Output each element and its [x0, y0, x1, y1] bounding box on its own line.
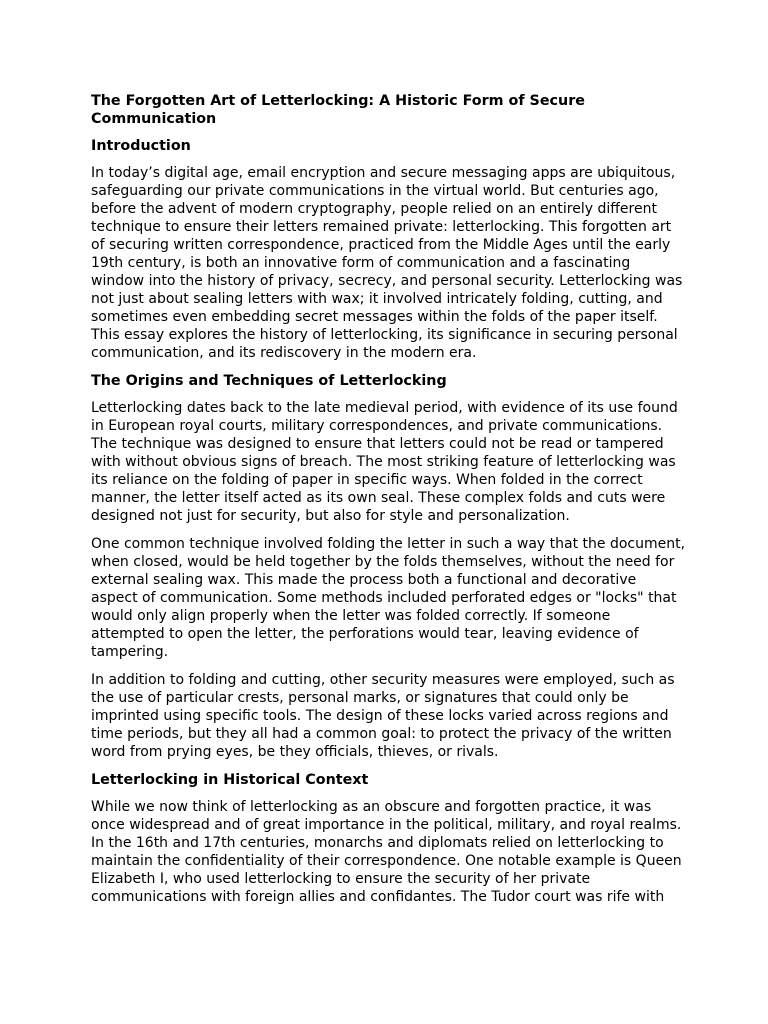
- paragraph: [91, 164, 691, 362]
- text-line: manner, the letter itself acted as its own seal. These complex folds and cuts were: [91, 490, 666, 506]
- section-heading-origins: The Origins and Techniques of Letterlocking: [91, 373, 447, 389]
- paragraph: [91, 798, 691, 906]
- text-line: when closed, would be held together by the folds themselves, without the need for: [91, 554, 675, 570]
- text-line: attempted to open the letter, the perforations would tear, leaving evidence of: [91, 626, 639, 642]
- text-line: technique to ensure their letters remained private: letterlocking. This forgotten art: [91, 219, 672, 235]
- text-line: with without obvious signs of breach. The most striking feature of letterlocking was: [91, 454, 676, 470]
- text-line: communications with foreign allies and confidantes. The Tudor court was rife with: [91, 889, 665, 905]
- text-line: This essay explores the history of letterlocking, its significance in securing personal: [91, 327, 678, 343]
- document-title: [91, 92, 691, 128]
- text-line: safeguarding our private communications in the virtual world. But centuries ago,: [91, 183, 659, 199]
- text-line: the use of particular crests, personal marks, or signatures that could only be: [91, 690, 629, 706]
- paragraph: [91, 535, 691, 661]
- title-line: Communication: [91, 111, 217, 127]
- text-line: designed not just for security, but also for style and personalization.: [91, 508, 570, 524]
- text-line: word from prying eyes, be they officials, thieves, or rivals.: [91, 744, 499, 760]
- title-line: The Forgotten Art of Letterlocking: A Historic Form of Secure: [91, 93, 585, 109]
- text-line: would only align properly when the letter was folded correctly. If someone: [91, 608, 611, 624]
- text-line: before the advent of modern cryptography, people relied on an entirely different: [91, 201, 657, 217]
- text-line: aspect of communication. Some methods included perforated edges or "locks" that: [91, 590, 677, 606]
- section-heading-introduction: Introduction: [91, 138, 191, 154]
- text-line: in European royal courts, military correspondences, and private communications.: [91, 418, 663, 434]
- text-line: once widespread and of great importance in the political, military, and royal realms.: [91, 817, 682, 833]
- text-line: tampering.: [91, 644, 169, 660]
- text-line: 19th century, is both an innovative form of communication and a fascinating: [91, 255, 631, 271]
- text-line: One common technique involved folding the letter in such a way that the document,: [91, 536, 686, 552]
- text-line: In today’s digital age, email encryption and secure messaging apps are ubiquitous,: [91, 165, 676, 181]
- section-heading-historical-context: Letterlocking in Historical Context: [91, 772, 369, 788]
- paragraph: [91, 399, 691, 525]
- text-line: maintain the confidentiality of their correspondence. One notable example is Queen: [91, 853, 682, 869]
- text-line: communication, and its rediscovery in the modern era.: [91, 345, 477, 361]
- text-line: Letterlocking dates back to the late medieval period, with evidence of its use found: [91, 400, 678, 416]
- text-line: Elizabeth I, who used letterlocking to ensure the security of her private: [91, 871, 591, 887]
- document-body: [91, 92, 691, 916]
- text-line: While we now think of letterlocking as an obscure and forgotten practice, it was: [91, 799, 652, 815]
- text-line: In addition to folding and cutting, other security measures were employed, such as: [91, 672, 675, 688]
- paragraph: [91, 671, 691, 761]
- text-line: time periods, but they all had a common goal: to protect the privacy of the written: [91, 726, 672, 742]
- text-line: sometimes even embedding secret messages within the folds of the paper itself.: [91, 309, 658, 325]
- text-line: window into the history of privacy, secrecy, and personal security. Letterlocking was: [91, 273, 683, 289]
- text-line: In the 16th and 17th centuries, monarchs and diplomats relied on letterlocking to: [91, 835, 664, 851]
- text-line: external sealing wax. This made the process both a functional and decorative: [91, 572, 637, 588]
- text-line: The technique was designed to ensure that letters could not be read or tampered: [91, 436, 664, 452]
- text-line: not just about sealing letters with wax; it involved intricately folding, cutting, and: [91, 291, 663, 307]
- text-line: its reliance on the folding of paper in specific ways. When folded in the correct: [91, 472, 643, 488]
- text-line: imprinted using specific tools. The design of these locks varied across regions and: [91, 708, 669, 724]
- text-line: of securing written correspondence, practiced from the Middle Ages until the early: [91, 237, 671, 253]
